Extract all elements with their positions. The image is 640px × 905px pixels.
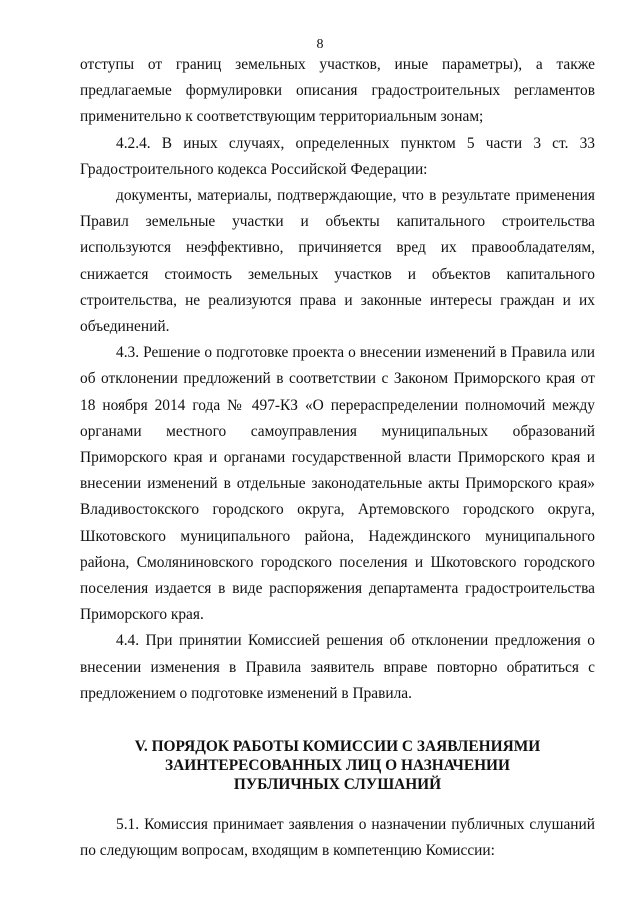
section-heading xyxy=(80,737,595,794)
paragraph-4-3: 4.3. Решение о подготовке проекта о внесении изменений в Правила или об отклонении предложений в соответствии с Законом Приморского края от 18 ноября 2014 года № 497-КЗ «О перераспределении полномочий между органами местного самоуправления муниципальных образований Приморского края и органами государственной власти Приморского края и внесении изменений в отдельные законодательные акты Приморского края» Владивостокского городского округа, Артемовского городского округа, Шкотовского муниципального района, Надеждинского муниципального района, Смоляниновского городского поселения и Шкотовского городского поселения издается в виде распоряжения департамента градостроительства Приморского края. xyxy=(80,344,595,624)
section-heading-line-3: ПУБЛИЧНЫХ СЛУШАНИЙ xyxy=(233,776,442,794)
section-heading-line-2: ЗАИНТЕРЕСОВАННЫХ ЛИЦ О НАЗНАЧЕНИИ xyxy=(164,757,511,775)
section-heading-line-1: V. ПОРЯДОК РАБОТЫ КОМИССИИ С ЗАЯВЛЕНИЯМИ xyxy=(134,738,541,756)
page-number: 8 xyxy=(316,37,324,52)
paragraph-4-4: 4.4. При принятии Комиссией решения об отклонении предложения о внесении изменения в Правила заявитель вправе повторно обратиться с предложением о подготовке изменений в Правила. xyxy=(80,632,595,702)
document-body xyxy=(80,52,595,864)
paragraph-documents-materials: документы, материалы, подтверждающие, что в результате применения Правил земельные участки и объекты капитального строительства используются неэффективно, причиняется вред их правообладателям, снижается стоимость земельных участков и объектов капитального строительства, не реализуются права и законные интересы граждан и их объединений. xyxy=(80,187,595,336)
paragraph-4-2-4: 4.2.4. В иных случаях, определенных пунктом 5 части 3 ст. 33 Градостроительного кодекса Российской Федерации: xyxy=(80,134,595,178)
paragraph-5-1: 5.1. Комиссия принимает заявления о назначении публичных слушаний по следующим вопросам, входящим в компетенцию Комиссии: xyxy=(80,816,595,860)
paragraph-zone-parameters: отступы от границ земельных участков, иные параметры), а также предлагаемые формулировки описания градостроительных регламентов применительно к соответствующим территориальным зонам; xyxy=(80,56,595,126)
